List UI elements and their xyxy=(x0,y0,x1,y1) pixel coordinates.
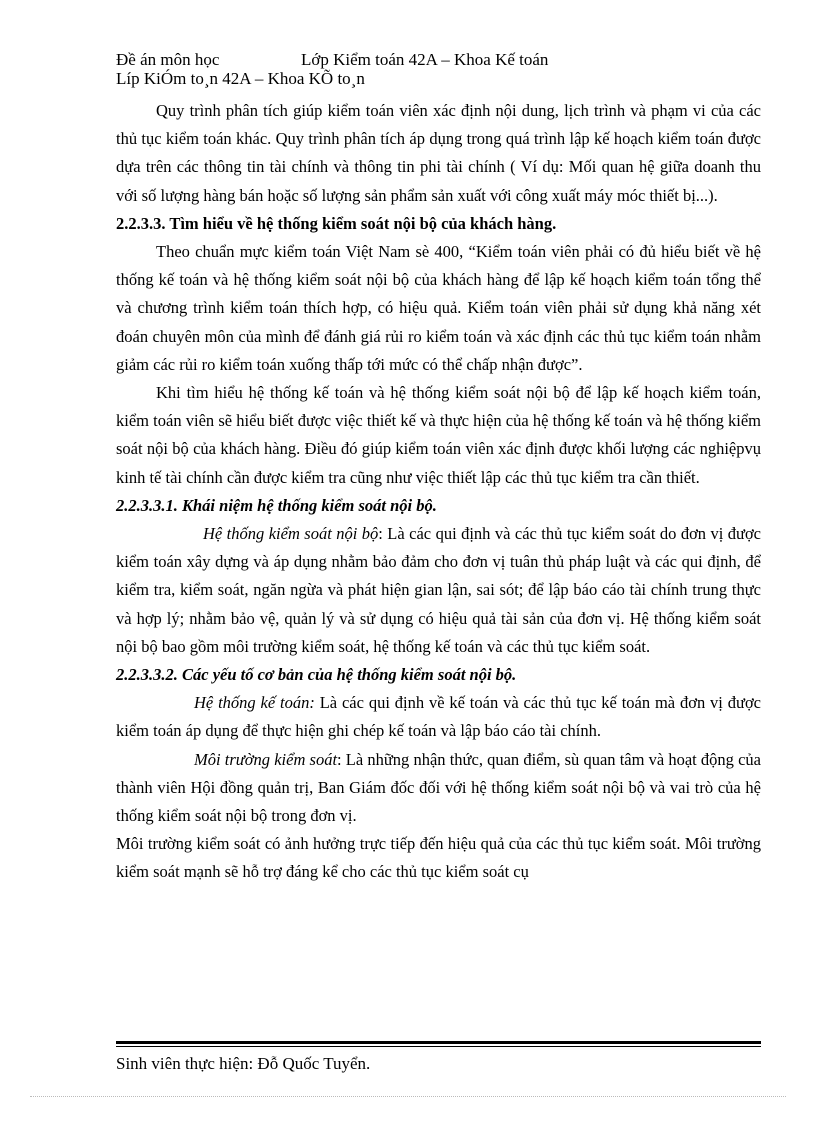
term-icsystem: Hệ thống kiểm soát nội bộ xyxy=(203,524,379,544)
heading-22331: 2.2.3.3.1. Khái niệm hệ thống kiểm soát nội bộ. xyxy=(116,495,437,515)
class-line: Lớp Kiểm toán 42A – Khoa Kế toán xyxy=(301,50,549,69)
document-body xyxy=(116,97,761,887)
heading-22332: 2.2.3.3.2. Các yếu tố cơ bản của hệ thống kiểm soát nội bộ. xyxy=(116,665,517,685)
paragraph-control-environment xyxy=(116,746,761,831)
term-control-environment: Môi trường kiểm soát xyxy=(194,749,338,769)
course-name: Đề án môn học xyxy=(116,50,220,69)
paragraph-understanding: Khi tìm hiểu hệ thống kế toán và hệ thống kiểm soát nội bộ để lập kế hoạch kiểm toán, kiểm toán viên sẽ hiểu biết được việc thiết kế và thực hiện của hệ thống kế toán và hệ thống kiểm soát nội bộ của khách hàng. Điều đó giúp kiểm toán viên xác định được khối lượng các nghiệpvụ kinh tế tài chính cần được kiểm tra cũng như việc thiết lập các thủ tục kiểm tra cần thiết. xyxy=(116,383,761,487)
paragraph-standard-400: Theo chuẩn mực kiểm toán Việt Nam sè 400, “Kiểm toán viên phải có đủ hiểu biết về hệ thống kế toán và hệ thống kiểm soát nội bộ của khách hàng để lập kế hoạch kiểm toán tổng thể và chương trình kiểm toán thích hợp, có hiệu quả. Kiểm toán viên phải sử dụng khả năng xét đoán chuyên môn của mình để đánh giá rủi ro kiểm toán và xác định các thủ tục kiểm toán nhằm giảm các rủi ro kiểm toán xuống thấp tới mức có thể chấp nhận được”. xyxy=(116,242,761,374)
footer-rule-thick xyxy=(116,1041,761,1044)
page-footer: Sinh viên thực hiện: Đỗ Quốc Tuyển. xyxy=(116,1054,371,1073)
definition-control-environment: : Là những nhận thức, quan điểm, sù quan tâm và hoạt động của thành viên Hội đồng quản trị, Ban Giám đốc đối với hệ thống kiểm soát nội bộ và vai trò của hệ thống kiểm soát nội bộ trong đơn vị. xyxy=(116,749,761,826)
page-bottom-border xyxy=(30,1096,786,1097)
term-accounting-system: Hệ thống kế toán: xyxy=(194,693,315,713)
paragraph-analysis: Quy trình phân tích giúp kiểm toán viên xác định nội dung, lịch trình và phạm vi của các thủ tục kiểm toán khác. Quy trình phân tích áp dụng trong quá trình lập kế hoạch kiểm toán được dựa trên các thông tin tài chính và thông tin phi tài chính ( Ví dụ: Mối quan hệ giữa doanh thu với số lượng hàng bán hoặc số lượng sản phẩm sản xuất với công xuất máy móc thiết bị...). xyxy=(116,101,761,205)
paragraph-accounting-system xyxy=(116,689,761,745)
class-line-garbled: Líp KiÓm to¸n 42A – Khoa KÕ to¸n xyxy=(116,69,365,88)
header-row-1 xyxy=(116,50,761,69)
paragraph-icsystem xyxy=(116,520,761,661)
definition-accounting-system: Là các qui định về kế toán và các thủ tục kế toán mà đơn vị được kiểm toán áp dụng để thực hiện ghi chép kế toán và lập báo cáo tài chính. xyxy=(116,693,761,741)
footer-rule-thin xyxy=(116,1046,761,1047)
paragraph-control-environment-impact: Môi trường kiểm soát có ảnh hưởng trực tiếp đến hiệu quả của các thủ tục kiểm soát. Môi trường kiểm soát mạnh sẽ hỗ trợ đáng kể cho các thủ tục kiểm soát cụ xyxy=(116,834,761,882)
heading-2233: 2.2.3.3. Tìm hiểu về hệ thống kiểm soát nội bộ của khách hàng. xyxy=(116,213,557,233)
definition-icsystem: : Là các qui định và các thủ tục kiểm soát do đơn vị được kiểm toán xây dựng và áp dụng nhằm bảo đảm cho đơn vị tuân thủ pháp luật và các qui định, để kiểm tra, kiểm soát, ngăn ngừa và phát hiện gian lận, sai sót; để lập báo cáo tài chính trung thực và hợp lý; nhằm bảo vệ, quản lý và sử dụng có hiệu quả tài sản của đơn vị. Hệ thống kiểm soát nội bộ bao gồm môi trường kiểm soát, hệ thống kế toán và các thủ tục kiểm soát. xyxy=(116,524,761,656)
page-header xyxy=(116,50,761,88)
